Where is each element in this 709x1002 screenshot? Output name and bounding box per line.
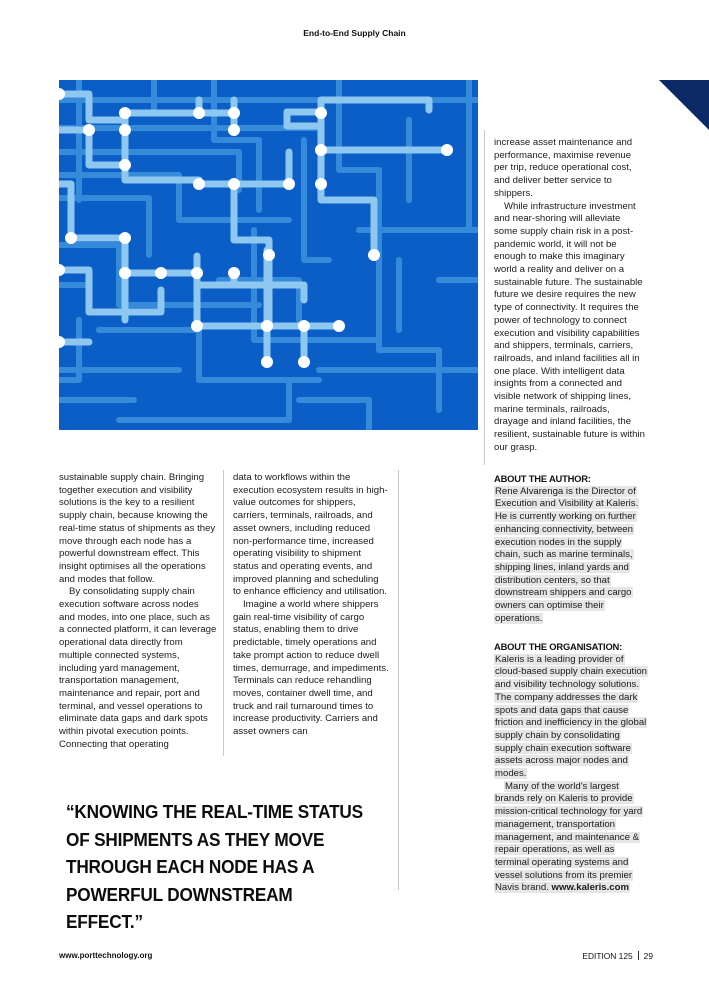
supply-chain-network-illustration-icon [59,80,478,430]
footer-page-info [582,951,653,961]
article-paragraph: Imagine a world where shippers gain real-time visibility of cargo status, enabling them to drive predictable, timely operations and take prompt action to reduce dwell times, demurrage, and impediments. Terminals can reduce rehandling moves, container dwell time, and truck and rail turnaround times to increase productivity. Carriers and asset owners can [233,599,389,738]
article-paragraph: While infrastructure investment and near-shoring will alleviate some supply chain risk in a post-pandemic world, it will not be enough to make this imaginary world a reality and deliver on a sustainable future. The sustainable future we desire requires the new type of connectivity. It requires the power of technology to connect execution and visibility capabilities and shippers, terminals, carriers, railroads, and inland facilities all in one place. With intelligent data insights from a connected and visible network of shipping lines, marine terminals, railroads, drayage and inland facilities, the resilient, sustainable future is within our grasp. [494,200,645,453]
column-divider [484,130,485,465]
running-header: End-to-End Supply Chain [303,28,406,38]
about-organisation-heading: ABOUT THE ORGANISATION: [494,641,623,652]
about-author-box [494,473,648,625]
pull-quote: “KNOWING THE REAL-TIME STATUS OF SHIPMENTS AS THEY MOVE THROUGH EACH NODE HAS A POWERFUL DOWNSTREAM EFFECT.” [66,801,363,932]
about-author-heading: ABOUT THE AUTHOR: [494,473,591,484]
corner-triangle-decoration [659,80,709,130]
article-paragraph: data to workflows within the execution ecosystem results in high-value outcomes for shippers, carriers, terminals, railroads, and asset owners, including reduced non-performance time, increased operating visibility to shipment status and operating events, and improved planning and scheduling to enhance efficiency and utilisation. [233,472,388,598]
article-column-1 [59,472,217,751]
hero-network-illustration [59,80,478,430]
edition-label: EDITION 125 [582,951,633,961]
column-divider [398,470,399,890]
footer-website[interactable]: www.porttechnology.org [59,951,153,960]
article-column-2 [233,472,389,739]
article-paragraph: By consolidating supply chain execution software across nodes and modes, into one place, such as a connected platform, it can leverage operational data directly from multiple connected systems, including yard management, transportation management, maintenance and repair, port and terminal, and vessel operations to eliminate data gaps and dark spots within pivotal execution points. Connecting that operating [59,586,217,750]
about-author-text: Rene Alvarenga is the Director of Execution and Visibility at Kaleris. He is currently working on further enhancing connectivity, between execution nodes in the supply chain, such as marine terminals, shipping lines, inland yards and distribution centers, so that downstream shippers and cargo owners can optimise their operations. [495,485,639,624]
page-number: 29 [643,951,653,961]
article-paragraph: increase asset maintenance and performance, maximise revenue per trip, reduce operational cost, and deliver better service to shippers. [494,137,633,199]
about-organisation-text-2: Many of the world's largest brands rely on Kaleris to provide mission-critical technology for yard management, transportation management, and maintenance & repair operations, as well as terminal operating systems and vessel solutions from its premier Navis brand. [495,780,643,894]
about-organisation-text: Kaleris is a leading provider of cloud-based supply chain execution and visibility technology solutions. The company addresses the dark spots and data gaps that cause friction and inefficiency in the global supply chain by consolidating supply chain execution software assets across major nodes and modes. [495,653,648,780]
article-paragraph: sustainable supply chain. Bringing together execution and visibility solutions is the key to a resilient supply chain, because knowing the real-time status of shipments as they move through each node has a powerful downstream effect. This insight optimises all the operations and modes that follow. [59,472,216,585]
footer-separator [638,951,639,960]
column-divider [223,470,224,756]
kaleris-website-link[interactable]: www.kaleris.com [551,882,630,894]
article-column-3 [494,137,646,455]
about-organisation-box [494,641,648,895]
